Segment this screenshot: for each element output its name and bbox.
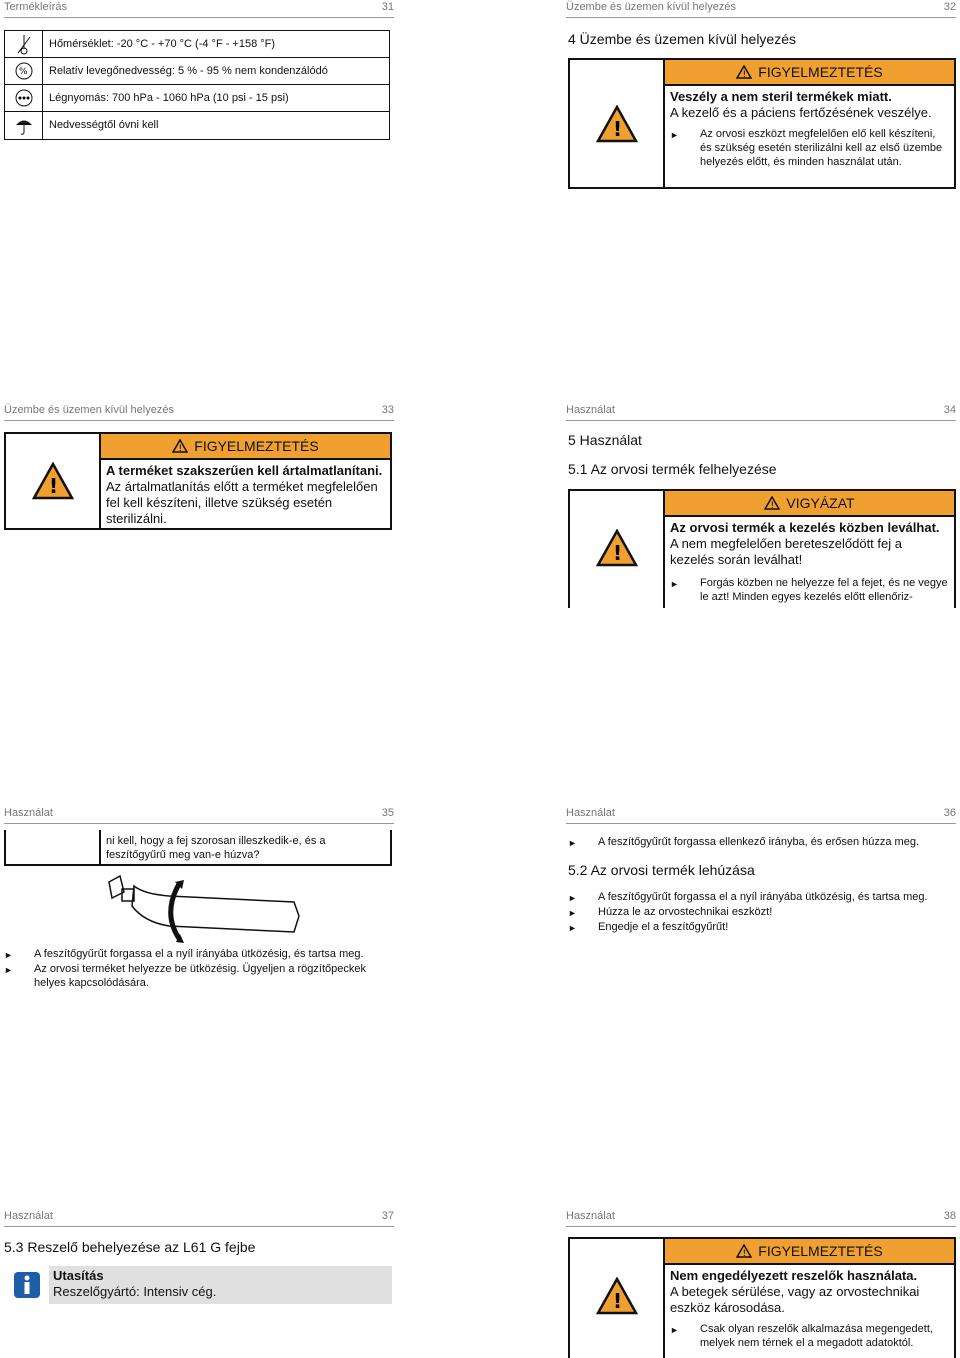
bullet-arrow-icon: ►: [670, 1325, 679, 1335]
bullet-arrow-icon: ►: [568, 923, 577, 933]
info-text: Reszelőgyártó: Intensiv cég.: [53, 1284, 217, 1299]
bullet-arrow-icon: ►: [568, 908, 577, 918]
bullet-arrow-icon: ►: [4, 965, 13, 975]
page-header: Használat 36: [566, 806, 956, 824]
instruction-list: [4, 947, 394, 990]
page-header: Használat 35: [4, 806, 394, 824]
svg-text:!: !: [770, 501, 775, 510]
subsection-title: 5.1 Az orvosi termék felhelyezése: [568, 461, 777, 477]
list-item: ► A feszítőgyűrűt forgassa el a nyíl irányába ütközésig, és tartsa meg.: [4, 948, 364, 960]
list-item: ► Az orvosi eszközt megfelelően elő kell készíteni, és szükség esetén sterilizálni kell az első üzembe helyezés előtt, és minden használat után.: [670, 128, 943, 168]
list-item: ► Az orvosi terméket helyezze be ütközésig. Ügyeljen a rögzítőpeckek helyes kapcsolódására.: [4, 963, 366, 989]
page-header: Használat 37: [4, 1209, 394, 1227]
handpiece-illustration: [84, 874, 314, 944]
warning-box: [568, 1237, 956, 1358]
svg-text:%: %: [18, 67, 28, 77]
bullet-arrow-icon: ►: [568, 838, 577, 848]
warning-box: [4, 432, 392, 530]
svg-text:!: !: [48, 474, 58, 498]
bullet-arrow-icon: ►: [670, 130, 679, 140]
svg-text:!: !: [612, 541, 622, 565]
warning-text: A betegek sérülése, vagy az orvostechnikai eszköz károsodása.: [670, 1284, 920, 1315]
table-row: Légnyomás: 700 hPa - 1060 hPa (10 psi - 15 psi): [5, 85, 389, 112]
humidity-icon: [13, 60, 35, 82]
thermometer-icon: [14, 33, 34, 55]
subsection-title: 5.3 Reszelő behelyezése az L61 G fejbe: [4, 1239, 256, 1255]
instruction-list: [568, 890, 928, 935]
svg-text:!: !: [742, 70, 747, 79]
warning-small-icon: [764, 496, 780, 510]
page-38: [566, 1209, 956, 1358]
warning-text: A kezelő és a páciens fertőzésének veszélye.: [670, 105, 932, 120]
list-item: ► Csak olyan reszelők alkalmazása megengedett, melyek nem térnek el a megadott adatoktól.: [670, 1323, 933, 1349]
warning-heading: A terméket szakszerűen kell ártalmatlanítani.: [106, 463, 383, 478]
caution-heading: Az orvosi termék a kezelés közben leválhat.: [670, 520, 940, 535]
page-34: [566, 403, 956, 803]
warning-heading: Nem engedélyezett reszelők használata.: [670, 1268, 918, 1283]
info-icon: [13, 1271, 41, 1299]
page-31: [4, 0, 394, 400]
table-row: % Relatív levegőnedvesség: 5 % - 95 % nem kondenzálódó: [5, 58, 389, 85]
bullet-arrow-icon: ►: [568, 893, 577, 903]
list-item: ► Húzza le az orvostechnikai eszközt!: [568, 906, 773, 918]
warning-triangle-icon: [596, 529, 638, 567]
list-item: ► A feszítőgyűrűt forgassa el a nyíl irányába ütközésig, és tartsa meg.: [568, 891, 928, 903]
caution-box-continued: [4, 830, 392, 866]
bullet-arrow-icon: ►: [4, 950, 13, 960]
warning-heading: Veszély a nem steril termékek miatt.: [670, 89, 892, 104]
page-header: Termékleírás 31: [4, 0, 394, 18]
warning-title: ! FIGYELMEZTETÉS: [665, 1239, 954, 1265]
caution-title: ! VIGYÁZAT: [665, 491, 954, 517]
caution-continued-text: ni kell, hogy a fej szorosan illeszkedik-e, és a feszítőgyűrű meg van-e húzva?: [106, 835, 326, 861]
subsection-title: 5.2 Az orvosi termék lehúzása: [568, 862, 755, 878]
warning-title: ! FIGYELMEZTETÉS: [665, 60, 954, 86]
page-33: [4, 403, 394, 803]
warning-small-icon: [736, 65, 752, 79]
warning-triangle-icon: [596, 1277, 638, 1315]
warning-small-icon: [736, 1244, 752, 1258]
warning-triangle-icon: [596, 105, 638, 143]
table-row: Hőmérséklet: -20 °C - +70 °C (-4 °F - +158 °F): [5, 31, 389, 58]
warning-box: [568, 58, 956, 189]
list-item: ► Engedje el a feszítőgyűrűt!: [568, 921, 729, 933]
svg-text:!: !: [612, 116, 622, 141]
pressure-icon: [13, 87, 35, 109]
storage-conditions-table: [4, 30, 390, 140]
umbrella-icon: [13, 115, 35, 137]
list-item: ► Forgás közben ne helyezze fel a fejet, és ne vegye le azt! Minden egyes kezelés előtt ellenőriz-: [670, 577, 948, 603]
page-header: Használat 38: [566, 1209, 956, 1227]
svg-text:!: !: [178, 444, 183, 453]
page-36: [566, 806, 956, 1206]
warning-small-icon: [172, 439, 188, 453]
section-title: 5 Használat: [568, 432, 642, 448]
svg-text:!: !: [612, 1289, 622, 1313]
warning-text: Az ártalmatlanítás előtt a terméket megfelelően fel kell készíteni, illetve szükség esetén sterilizálni.: [106, 479, 378, 526]
table-row: Nedvességtől óvni kell: [5, 112, 389, 139]
warning-triangle-icon: [32, 462, 74, 500]
page-header: Üzembe és üzemen kívül helyezés 32: [566, 0, 956, 18]
warning-title: ! FIGYELMEZTETÉS: [101, 434, 390, 460]
caution-box: [568, 489, 956, 608]
page-32: [566, 0, 956, 400]
page-header: Használat 34: [566, 403, 956, 421]
section-title: 4 Üzembe és üzemen kívül helyezés: [568, 31, 796, 47]
page-37: [4, 1209, 394, 1358]
page-35: [4, 806, 394, 1206]
list-item: ► A feszítőgyűrűt forgassa ellenkező irányba, és erősen húzza meg.: [568, 836, 920, 848]
svg-text:!: !: [742, 1249, 747, 1258]
info-title: Utasítás: [53, 1268, 104, 1283]
bullet-arrow-icon: ►: [670, 579, 679, 589]
info-box: [4, 1266, 392, 1304]
caution-text: A nem megfelelően bereteszelődött fej a kezelés során leválhat!: [670, 536, 902, 567]
page-header: Üzembe és üzemen kívül helyezés 33: [4, 403, 394, 421]
